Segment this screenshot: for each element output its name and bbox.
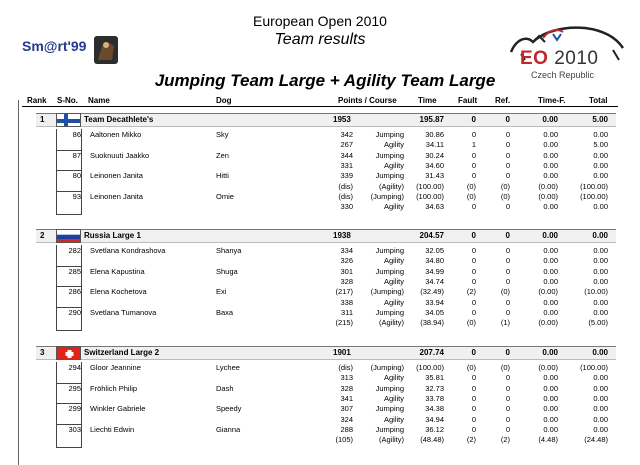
run-time: 33.78 [425, 394, 444, 404]
run-fault: (0) [466, 181, 476, 191]
team-time-f: 0.00 [542, 348, 558, 357]
run-time-f: 0.00 [543, 297, 558, 307]
run-course: Agility [383, 297, 404, 307]
team-points: 1938 [333, 231, 351, 240]
run-total: 0.00 [593, 404, 608, 414]
run-time: (38.94) [420, 318, 444, 328]
run-fault: (0) [466, 318, 476, 328]
run-time: (100.00) [416, 363, 444, 372]
run-time-f: 0.00 [543, 202, 558, 212]
run-time: 34.11 [425, 140, 444, 150]
run-total: 0.00 [593, 373, 608, 383]
run-points: 311 [341, 308, 353, 318]
run-total: (5.00) [588, 318, 608, 328]
run-points: 330 [340, 202, 353, 212]
run-ref: 0 [505, 161, 510, 171]
run-time-f: 0.00 [543, 383, 558, 393]
run-total: 0.00 [593, 256, 608, 266]
start-number: 290 [68, 308, 81, 318]
left-margin-line [18, 100, 19, 465]
results-subtitle: Team results [274, 31, 366, 48]
run-fault: 0 [471, 130, 476, 139]
run-time: 30.24 [425, 150, 444, 160]
run-ref: (0) [500, 287, 510, 297]
run-total: (100.00) [580, 181, 608, 191]
handler-name: Suoknuuti Jaakko [90, 150, 150, 160]
run-ref: 0 [505, 414, 510, 424]
run-total: 0.00 [593, 277, 608, 287]
run-total: 0.00 [593, 297, 608, 307]
run-time-f: 0.00 [543, 373, 558, 383]
run-ref: (0) [500, 192, 510, 202]
team-fault: 0 [471, 115, 476, 124]
run-time: (100.00) [416, 181, 444, 191]
run-points: 338 [340, 297, 353, 307]
team-rank: 3 [40, 348, 45, 357]
run-fault: 0 [471, 256, 476, 266]
dog-name: Shanya [216, 246, 242, 255]
class-title: Jumping Team Large + Agility Team Large [154, 71, 496, 90]
team-time-f: 0.00 [542, 115, 558, 124]
start-number: 295 [68, 383, 81, 393]
run-time: 32.73 [425, 383, 444, 393]
run-time-f: 0.00 [543, 414, 558, 424]
handler-name: Elena Kapustina [90, 266, 145, 276]
run-ref: 0 [505, 404, 510, 414]
run-time: 36.12 [425, 425, 444, 435]
run-course: Agility [383, 373, 404, 383]
eo-year: 2010 [554, 48, 599, 69]
run-course: Agility [383, 277, 404, 287]
dog-name: Dash [216, 383, 234, 393]
run-course: (Jumping) [370, 363, 404, 372]
run-course: Agility [383, 202, 404, 212]
run-points: 313 [340, 373, 353, 383]
run-points: (dis) [338, 181, 353, 191]
run-ref: (0) [500, 363, 510, 372]
team-rank: 1 [40, 115, 45, 124]
run-fault: 0 [471, 425, 476, 435]
run-points: (215) [335, 318, 353, 328]
run-fault: 0 [471, 266, 476, 276]
run-total: 0.00 [593, 266, 608, 276]
run-points: 267 [340, 140, 353, 150]
run-total: 0.00 [593, 414, 608, 424]
run-time: 34.99 [425, 266, 444, 276]
run-time-f: 0.00 [543, 140, 558, 150]
team-ref: 0 [505, 231, 510, 240]
team-time: 204.57 [419, 231, 444, 240]
run-fault: 0 [471, 404, 476, 414]
run-fault: 0 [471, 202, 476, 212]
run-total: (100.00) [580, 363, 608, 372]
run-time-f: (0.00) [538, 287, 558, 297]
eo-mark: EO [520, 48, 549, 69]
run-time-f: 0.00 [543, 394, 558, 404]
run-course: (Jumping) [370, 287, 404, 297]
start-number: 303 [68, 425, 81, 435]
start-number: 93 [72, 192, 81, 202]
run-time: 34.80 [425, 256, 444, 266]
start-number: 282 [68, 246, 81, 255]
team-ref: 0 [505, 115, 510, 124]
run-course: Agility [383, 161, 404, 171]
run-time: 34.38 [425, 404, 444, 414]
run-points: 326 [340, 256, 353, 266]
event-title: European Open 2010 [253, 13, 387, 29]
team-name: Switzerland Large 2 [84, 348, 160, 357]
dog-name: Hitti [216, 171, 229, 181]
run-fault: (0) [466, 192, 476, 202]
run-total: 0.00 [593, 394, 608, 404]
run-total: 0.00 [593, 161, 608, 171]
team-time: 207.74 [419, 348, 444, 357]
run-total: 0.00 [593, 308, 608, 318]
run-ref: 0 [505, 383, 510, 393]
run-course: Jumping [375, 266, 404, 276]
dog-name: Gianna [216, 425, 241, 435]
start-number: 87 [72, 150, 81, 160]
run-total: 0.00 [593, 150, 608, 160]
run-fault: 0 [471, 383, 476, 393]
run-ref: 0 [505, 308, 510, 318]
run-ref: 0 [505, 202, 510, 212]
run-course: Agility [383, 394, 404, 404]
start-number: 299 [68, 404, 81, 414]
handler-name: Aaltonen Mikko [90, 130, 142, 139]
run-time: 35.81 [425, 373, 444, 383]
run-fault: (0) [466, 363, 476, 372]
run-total: 0.00 [593, 171, 608, 181]
run-time-f: (0.00) [538, 192, 558, 202]
team-total: 5.00 [592, 115, 608, 124]
run-course: Agility [383, 414, 404, 424]
handler-name: Elena Kochetova [90, 287, 147, 297]
run-time: 34.60 [425, 161, 444, 171]
run-course: Jumping [375, 383, 404, 393]
run-fault: 0 [471, 171, 476, 181]
col-name: Name [88, 96, 110, 105]
run-course: Jumping [375, 308, 404, 318]
run-points: 339 [340, 171, 353, 181]
start-number: 286 [68, 287, 81, 297]
run-ref: 0 [505, 266, 510, 276]
run-time: 34.94 [425, 414, 444, 424]
start-number: 80 [72, 171, 81, 181]
eo2010-logo-country: Czech Republic [531, 70, 595, 80]
run-points: 344 [340, 150, 353, 160]
run-time-f: 0.00 [543, 256, 558, 266]
run-time-f: 0.00 [543, 130, 558, 139]
run-time: (32.49) [420, 287, 444, 297]
run-points: 341 [340, 394, 353, 404]
team-points: 1953 [333, 115, 351, 124]
handler-name: Leinonen Janita [90, 192, 143, 202]
run-ref: 0 [505, 150, 510, 160]
run-ref: (1) [500, 318, 510, 328]
run-time: 31.43 [425, 171, 444, 181]
finland-flag-icon [56, 113, 81, 127]
run-time-f: 0.00 [543, 150, 558, 160]
run-course: (Agility) [378, 435, 404, 445]
run-course: (Agility) [378, 318, 404, 328]
run-time-f: 0.00 [543, 171, 558, 181]
run-time-f: (0.00) [538, 181, 558, 191]
russia-flag-icon [56, 229, 81, 243]
run-time-f: 0.00 [543, 425, 558, 435]
run-time-f: (0.00) [538, 363, 558, 372]
run-ref: 0 [505, 256, 510, 266]
handler-name: Svetlana Kondrashova [90, 246, 166, 255]
run-ref: 0 [505, 277, 510, 287]
run-ref: 0 [505, 394, 510, 404]
run-fault: (2) [466, 435, 476, 445]
run-total: 5.00 [593, 140, 608, 150]
run-total: 0.00 [593, 130, 608, 139]
dog-name: Speedy [216, 404, 242, 414]
run-time-f: 0.00 [543, 246, 558, 255]
handler-name: Fröhlich Philip [90, 383, 138, 393]
team-fault: 0 [471, 348, 476, 357]
start-number: 285 [68, 266, 81, 276]
run-time: 32.05 [425, 246, 444, 255]
run-course: Jumping [375, 425, 404, 435]
col-total: Total [589, 96, 608, 105]
team-time: 195.87 [419, 115, 444, 124]
run-ref: 0 [505, 140, 510, 150]
run-fault: 0 [471, 308, 476, 318]
team-rank: 2 [40, 231, 45, 240]
col-time: Time [418, 96, 437, 105]
dog-name: Sky [216, 130, 229, 139]
dog-name: Exi [216, 287, 227, 297]
team-time-f: 0.00 [542, 231, 558, 240]
run-points: 328 [340, 383, 353, 393]
run-course: Jumping [375, 150, 404, 160]
run-fault: 0 [471, 394, 476, 404]
run-course: Agility [383, 256, 404, 266]
run-fault: 1 [471, 140, 476, 150]
run-time-f: 0.00 [543, 266, 558, 276]
team-total: 0.00 [592, 348, 608, 357]
run-total: 0.00 [593, 383, 608, 393]
run-course: (Jumping) [370, 192, 404, 202]
run-time-f: 0.00 [543, 308, 558, 318]
handler-name: Leinonen Janita [90, 171, 143, 181]
run-fault: 0 [471, 150, 476, 160]
dog-name: Baxa [216, 308, 234, 318]
run-fault: 0 [471, 246, 476, 255]
run-total: (100.00) [580, 192, 608, 202]
start-number: 294 [68, 363, 81, 372]
run-time-f: 0.00 [543, 161, 558, 171]
col-ref: Ref. [495, 96, 511, 105]
dog-name: Omie [216, 192, 234, 202]
run-points: (dis) [338, 363, 353, 372]
smart99-logo-text: Sm@rt'99 [22, 38, 87, 54]
team-fault: 0 [471, 231, 476, 240]
run-course: Jumping [375, 246, 404, 255]
team-points: 1901 [333, 348, 351, 357]
run-course: Agility [383, 140, 404, 150]
run-fault: 0 [471, 297, 476, 307]
run-ref: 0 [505, 130, 510, 139]
team-name: Russia Large 1 [84, 231, 141, 240]
run-points: (217) [335, 287, 353, 297]
col-sno: S-No. [57, 96, 78, 105]
run-fault: (2) [466, 287, 476, 297]
run-fault: 0 [471, 161, 476, 171]
run-fault: 0 [471, 414, 476, 424]
run-time: 34.63 [425, 202, 444, 212]
run-ref: 0 [505, 246, 510, 255]
run-course: (Agility) [378, 181, 404, 191]
col-fault: Fault [458, 96, 478, 105]
run-total: 0.00 [593, 425, 608, 435]
run-total: 0.00 [593, 202, 608, 212]
team-ref: 0 [505, 348, 510, 357]
run-points: 288 [340, 425, 353, 435]
run-ref: 0 [505, 171, 510, 181]
run-fault: 0 [471, 277, 476, 287]
run-time-f: 0.00 [543, 404, 558, 414]
handler-name: Winkler Gabriele [90, 404, 146, 414]
eo2010-logo-text [520, 48, 599, 70]
run-points: 324 [340, 414, 353, 424]
start-number: 86 [72, 130, 81, 139]
run-points: 331 [340, 161, 353, 171]
col-dog: Dog [216, 96, 232, 105]
run-total: (10.00) [584, 287, 608, 297]
run-time-f: 0.00 [543, 277, 558, 287]
dog-name: Lychee [216, 363, 240, 372]
run-ref: (0) [500, 181, 510, 191]
run-time: (100.00) [416, 192, 444, 202]
run-total: 0.00 [593, 246, 608, 255]
run-time-f: (4.48) [538, 435, 558, 445]
run-time-f: (0.00) [538, 318, 558, 328]
run-course: Jumping [375, 171, 404, 181]
run-time: 34.05 [425, 308, 444, 318]
handler-name: Liechti Edwin [90, 425, 135, 435]
switzerland-flag-icon [56, 346, 81, 360]
run-time: (48.48) [420, 435, 444, 445]
run-ref: 0 [505, 425, 510, 435]
run-course: Jumping [375, 130, 404, 139]
team-name: Team Decathlete's [84, 115, 154, 124]
run-points: 334 [340, 246, 353, 255]
run-total: (24.48) [584, 435, 608, 445]
run-points: (dis) [338, 192, 353, 202]
run-ref: 0 [505, 373, 510, 383]
run-points: 342 [340, 130, 353, 139]
handler-name: Svetlana Tumanova [90, 308, 157, 318]
handler-name: Gloor Jeannine [90, 363, 141, 372]
run-points: 307 [340, 404, 353, 414]
run-fault: 0 [471, 373, 476, 383]
run-points: (105) [335, 435, 353, 445]
run-time: 33.94 [425, 297, 444, 307]
run-ref: (2) [500, 435, 510, 445]
header-rule [22, 106, 618, 107]
run-ref: 0 [505, 297, 510, 307]
team-total: 0.00 [592, 231, 608, 240]
run-points: 301 [340, 266, 353, 276]
col-time-f: Time-F. [538, 96, 566, 105]
dog-name: Zen [216, 150, 229, 160]
run-time: 30.86 [425, 130, 444, 139]
col-points-course: Points / Course [338, 96, 397, 105]
run-course: Jumping [375, 404, 404, 414]
run-time: 34.74 [425, 277, 444, 287]
dog-name: Shuga [216, 266, 238, 276]
run-points: 328 [340, 277, 353, 287]
col-rank: Rank [27, 96, 47, 105]
